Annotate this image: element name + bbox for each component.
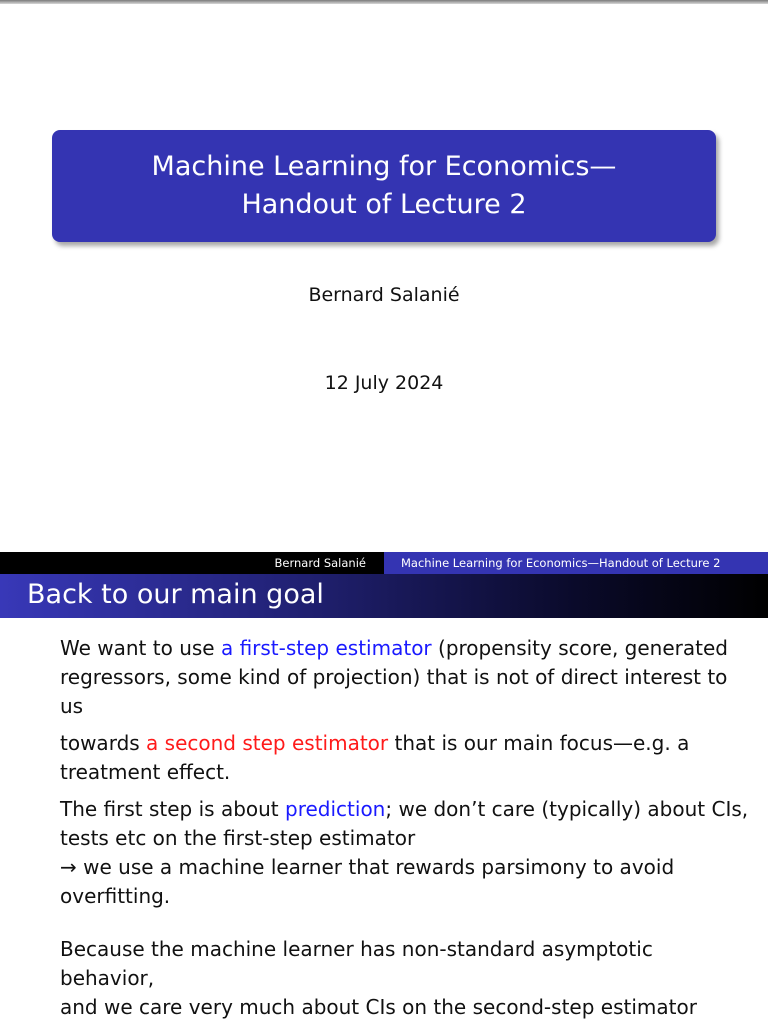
paragraph-prediction (60, 795, 750, 911)
text-run: We want to use (60, 636, 221, 660)
highlight-second-step-estimator: a second step estimator (146, 731, 389, 755)
text-run: and we care very much about CIs on the second-step estimator (60, 995, 697, 1019)
headline-title: Machine Learning for Economics—Handout of Lecture 2 (384, 552, 768, 574)
page-top-edge (0, 0, 768, 4)
text-run: (propensity score, generated regressors, some kind of projection) that is not of direct interest to us (60, 636, 728, 718)
author-name: Bernard Salanié (308, 284, 460, 306)
highlight-prediction: prediction (285, 797, 386, 821)
paragraph-first-step (60, 634, 750, 721)
document-title: Machine Learning for Economics—Handout of Lecture 2 (151, 151, 617, 220)
text-run: that is our main focus—e.g. a treatment effect. (60, 731, 690, 784)
text-run: Because the machine learner has non-standard asymptotic behavior, (60, 937, 653, 990)
highlight-first-step-estimator: a first-step estimator (220, 636, 432, 660)
paragraph-second-step (60, 729, 750, 787)
document-date: 12 July 2024 (324, 372, 444, 394)
slide-headline (0, 552, 768, 574)
title-box (52, 130, 716, 242)
text-run: towards (60, 731, 147, 755)
text-run: The first step is about (60, 797, 286, 821)
arrow-symbol: → (60, 855, 77, 879)
text-run: ; we don’t care (typically) about CIs, tests etc on the first-step estimator (60, 797, 749, 850)
headline-author: Bernard Salanié (0, 552, 384, 574)
frame-title: Back to our main goal (0, 574, 768, 618)
paragraph-asymptotic (60, 935, 750, 1022)
text-run: we use a machine learner that rewards parsimony to avoid overfitting. (60, 855, 675, 908)
slide-body (60, 634, 750, 1030)
